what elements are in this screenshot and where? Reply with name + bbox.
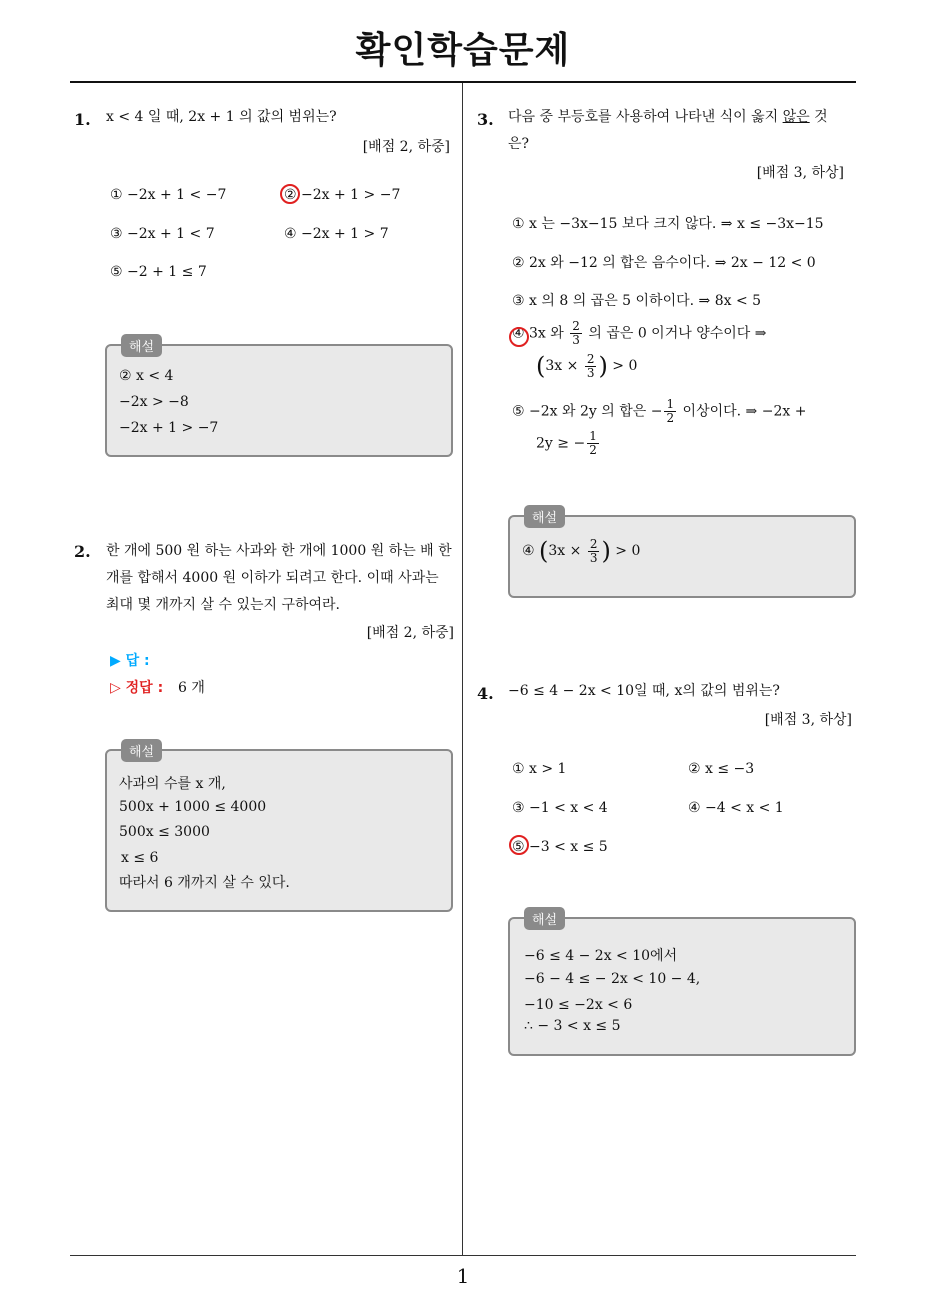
q3-text-line: 다음 중 부등호를 사용하여 나타낸 식이 옳지 않은 것 (508, 109, 828, 125)
q4-meta: [배점 3, 하상] (764, 712, 852, 728)
page-title: 확인학습문제 (355, 30, 571, 71)
q2-text-line: 최대 몇 개까지 살 수 있는지 구하여라. (106, 597, 341, 613)
q1-option-3[interactable]: ③ −2x + 1 < 7 (110, 226, 215, 242)
q4-option-2[interactable]: ② x ≤ −3 (688, 761, 755, 777)
q3-option-5-expression: 2y ≥ − $\frac{1}{2}$ (536, 429, 597, 457)
q2-meta: [배점 2, 하중] (366, 625, 454, 641)
solution-tag: 해설 (524, 907, 565, 930)
bottom-rule (70, 1255, 856, 1256)
q2-text-line: 한 개에 500 원 하는 사과와 한 개에 1000 원 하는 배 한 (106, 543, 452, 559)
top-rule (70, 81, 856, 83)
solution-tag: 해설 (524, 505, 565, 528)
solution-line: ② x < 4 (119, 368, 174, 384)
solution-line: −6 ≤ 4 − 2x < 10에서 (524, 948, 678, 964)
q3-option-5[interactable]: ⑤ −2x 와 2y 의 합은 − $\frac{1}{2}$ 이상이다. ⇒ −2x + (512, 397, 807, 425)
solution-tag: 해설 (121, 739, 162, 762)
q1-number: 1. (74, 110, 91, 129)
correct-answer-label: ▷ 정답 : (110, 680, 164, 696)
column-divider (462, 83, 463, 1256)
fraction: $\frac{2}{3}$ (586, 351, 595, 380)
q2-solution-box (105, 745, 453, 912)
solution-line: −2x > −8 (119, 394, 189, 410)
q1-meta: [배점 2, 하중] (362, 139, 450, 155)
q3-option-4[interactable]: ④ 3x 와 $\frac{2}{3}$ 의 곱은 0 이거나 양수이다 ⇒ (512, 319, 767, 347)
answer-label: ▶ 답 : (110, 653, 150, 669)
underlined-word: 않은 (782, 109, 810, 125)
q1-option-5[interactable]: ⑤ −2 + 1 ≤ 7 (110, 264, 207, 280)
q1-option-4[interactable]: ④ −2x + 1 > 7 (284, 226, 389, 242)
solution-line: ④ (3x × $\frac{2}{3}$ ) > 0 (522, 536, 641, 565)
q3-option-2[interactable]: ② 2x 와 −12 의 합은 음수이다. ⇒ 2x − 12 < 0 (512, 255, 816, 271)
solution-line: −2x + 1 > −7 (119, 420, 219, 436)
selected-answer-circle (280, 184, 300, 204)
fraction: $\frac{1}{2}$ (666, 397, 675, 425)
q2-text-line: 개를 합해서 4000 원 이하가 되려고 한다. 이때 사과는 (106, 570, 439, 586)
q4-option-1[interactable]: ① x > 1 (512, 761, 567, 777)
q3-option-1[interactable]: ① x 는 −3x−15 보다 크지 않다. ⇒ x ≤ −3x−15 (512, 216, 824, 232)
q3-text-line: 은? (508, 136, 530, 152)
solution-line: −6 − 4 ≤ − 2x < 10 − 4, (524, 971, 701, 987)
q4-option-4[interactable]: ④ −4 < x < 1 (688, 800, 784, 816)
q1-solution-box (105, 340, 453, 457)
q4-option-5[interactable]: ⑤ −3 < x ≤ 5 (512, 839, 608, 855)
q1-option-2[interactable]: ② −2x + 1 > −7 (284, 187, 401, 203)
q4-number: 4. (477, 684, 494, 703)
solution-line: −10 ≤ −2x < 6 (524, 997, 633, 1013)
q4-option-3[interactable]: ③ −1 < x < 4 (512, 800, 608, 816)
solution-line: 사과의 수를 x 개, (119, 776, 226, 792)
q3-solution-box (508, 511, 856, 598)
q2-number: 2. (74, 542, 91, 561)
solution-line: x ≤ 6 (121, 850, 159, 866)
solution-line: 따라서 6 개까지 살 수 있다. (119, 875, 290, 891)
page-number: 1 (456, 1264, 470, 1288)
q3-option-4-expression: (3x × $\frac{2}{3}$ ) > 0 (536, 351, 638, 380)
fraction: $\frac{2}{3}$ (589, 536, 598, 565)
solution-line: 500x ≤ 3000 (119, 824, 210, 840)
q3-meta: [배점 3, 하상] (756, 165, 844, 181)
solution-tag: 해설 (121, 334, 162, 357)
fraction: $\frac{2}{3}$ (572, 319, 580, 347)
q3-number: 3. (477, 110, 494, 129)
q1-option-1[interactable]: ① −2x + 1 < −7 (110, 187, 227, 203)
q4-text: −6 ≤ 4 − 2x < 10일 때, x의 값의 범위는? (508, 683, 780, 699)
fraction: $\frac{1}{2}$ (589, 429, 597, 457)
selected-answer-circle (509, 327, 529, 347)
solution-line: 500x + 1000 ≤ 4000 (119, 799, 267, 815)
correct-answer-value: 6 개 (178, 680, 205, 696)
q1-text: x < 4 일 때, 2x + 1 의 값의 범위는? (106, 109, 337, 125)
q3-option-3[interactable]: ③ x 의 8 의 곱은 5 이하이다. ⇒ 8x < 5 (512, 293, 762, 309)
q4-solution-box (508, 913, 856, 1056)
selected-answer-circle (509, 835, 529, 855)
solution-line: ∴ − 3 < x ≤ 5 (524, 1018, 621, 1034)
